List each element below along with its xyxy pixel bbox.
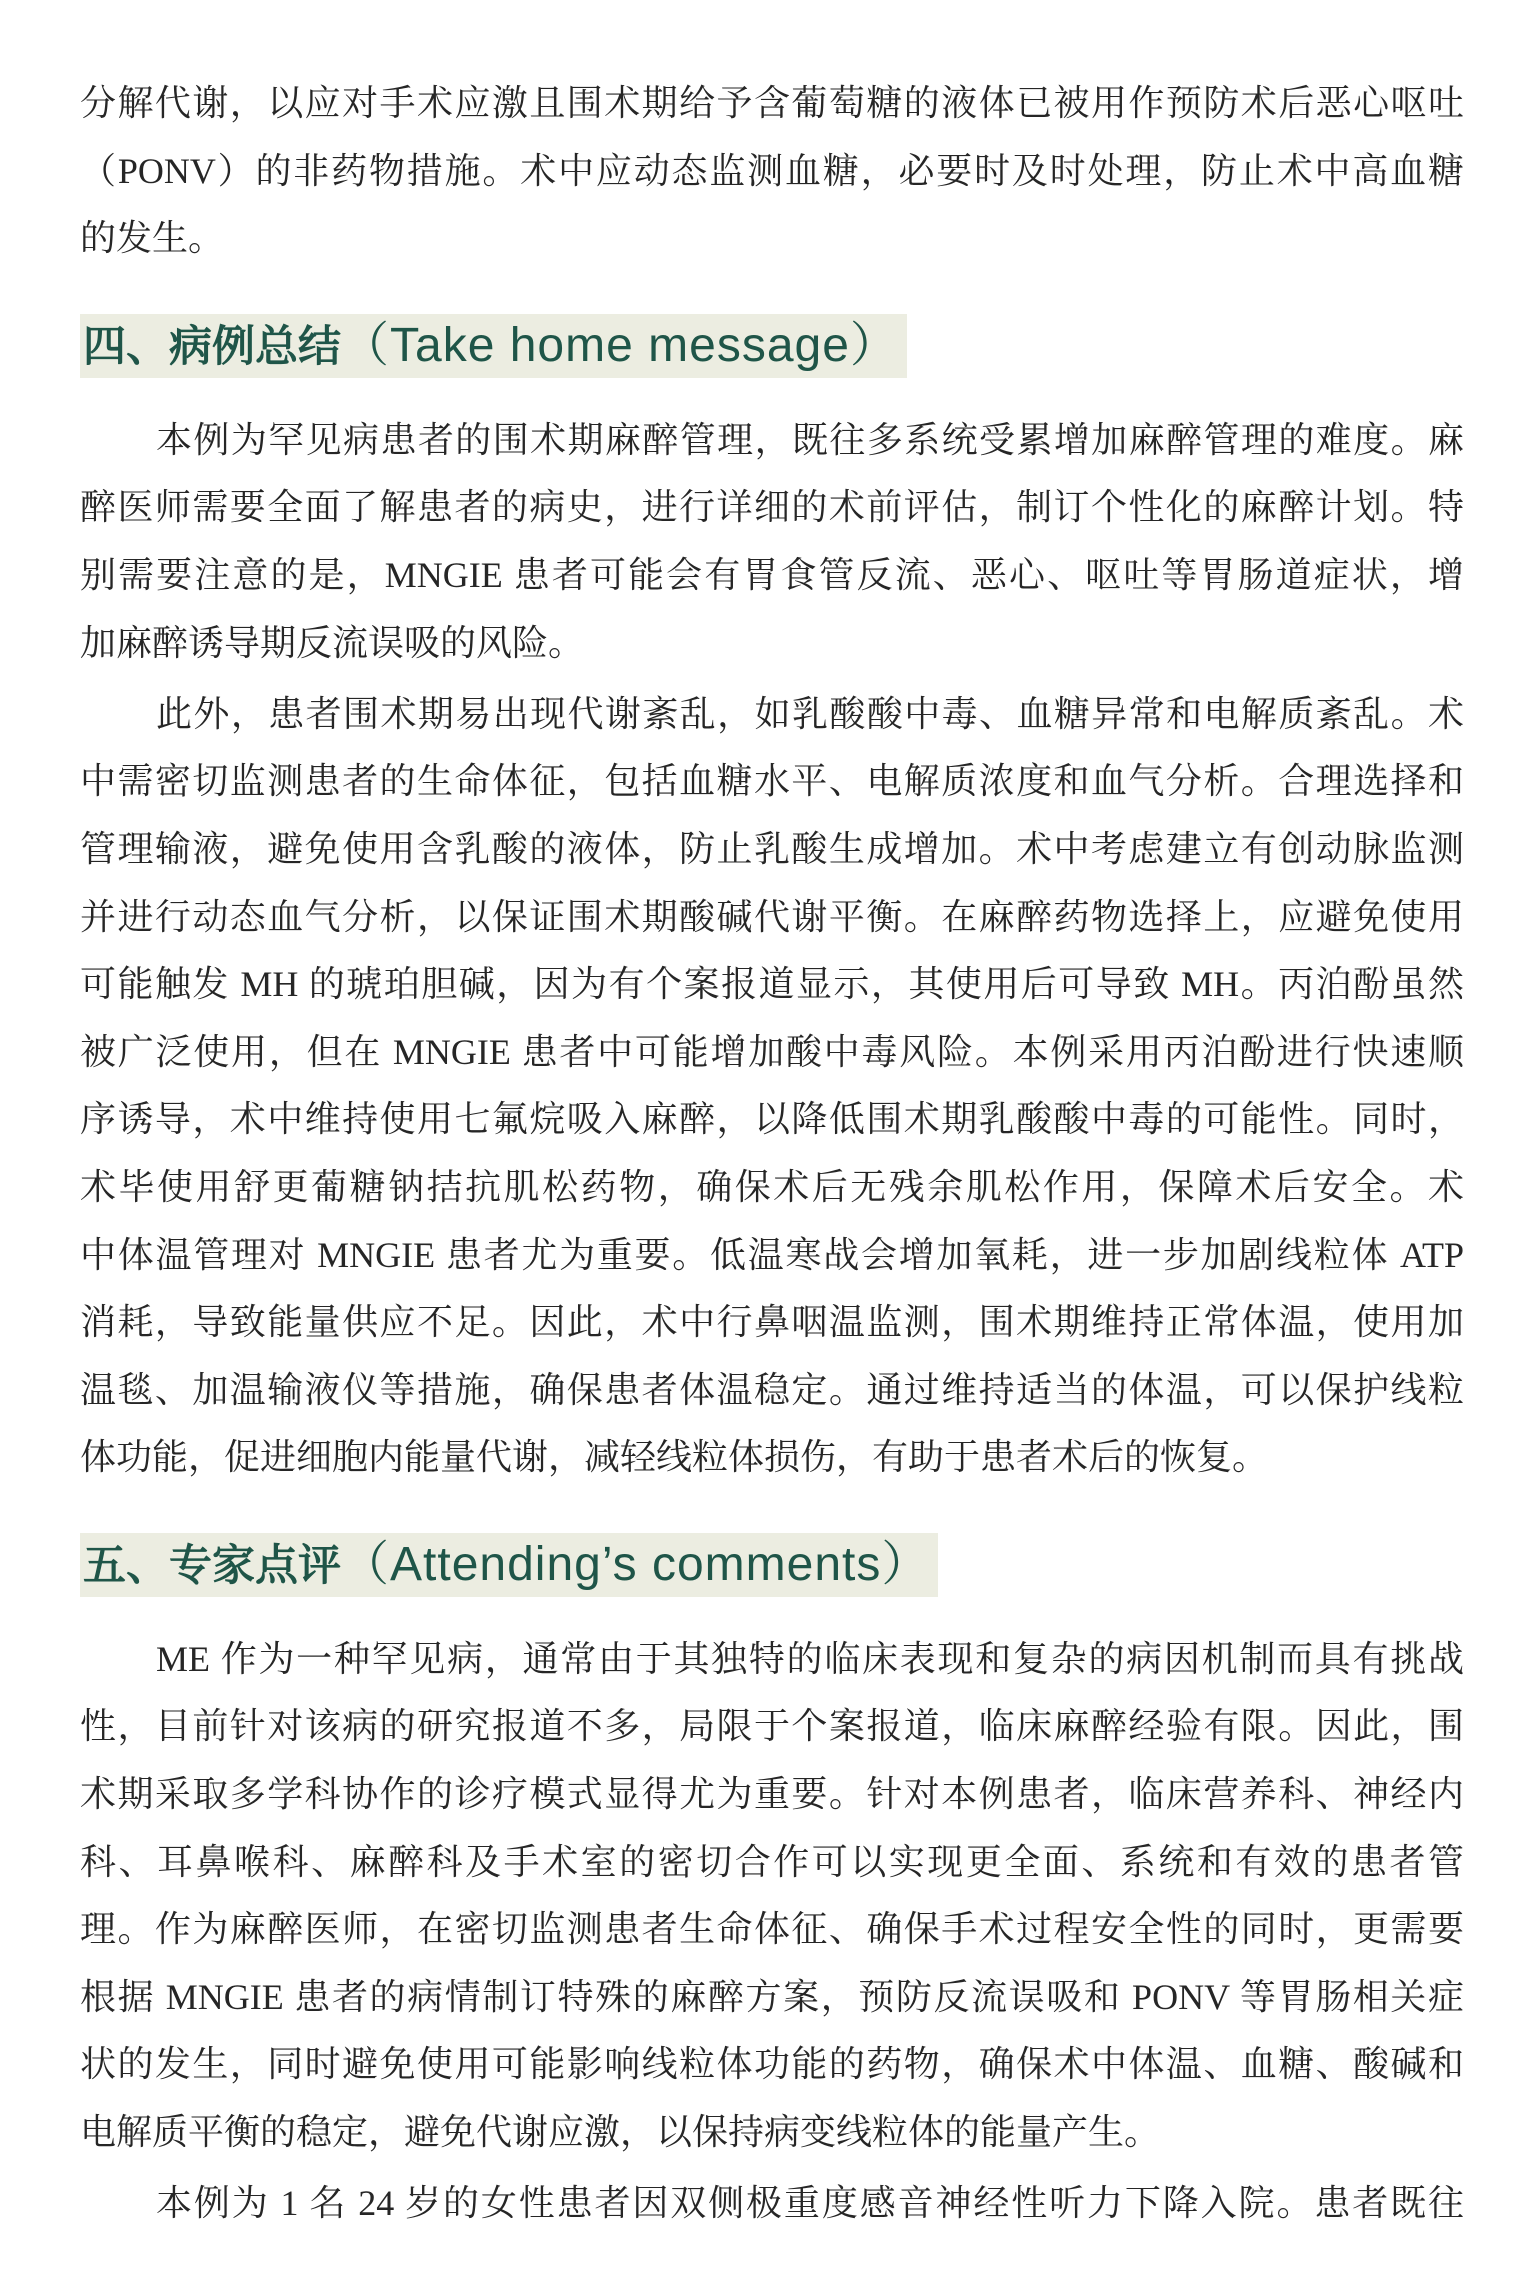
text-line: 别需要注意的是，MNGIE 患者可能会有胃食管反流、恶心、呕吐等胃肠道症状，增 [80, 554, 1464, 595]
section-title-en: （Take home message） [341, 318, 899, 372]
text-line: 管理输液，避免使用含乳酸的液体，防止乳酸生成增加。术中考虑建立有创动脉监测 [80, 828, 1464, 869]
text-line: 醉医师需要全面了解患者的病史，进行详细的术前评估，制订个性化的麻醉计划。特 [80, 487, 1464, 528]
text-line: 电解质平衡的稳定，避免代谢应激，以保持病变线粒体的能量产生。 [80, 2112, 1161, 2153]
text-line: 温毯、加温输液仪等措施，确保患者体温稳定。通过维持适当的体温，可以保护线粒 [80, 1369, 1464, 1410]
text-line: 加麻醉诱导期反流误吸的风险。 [80, 622, 585, 663]
page-content [80, 70, 1464, 2238]
text-line: 被广泛使用，但在 MNGIE 患者中可能增加酸中毒风险。本例采用丙泊酚进行快速顺 [80, 1031, 1464, 1072]
paragraph [80, 1626, 1464, 2167]
section-heading-expert-comments [80, 1533, 1464, 1597]
text-line: 根据 MNGIE 患者的病情制订特殊的麻醉方案，预防反流误吸和 PONV 等胃肠相关症 [80, 1976, 1464, 2017]
section-title-cn: 四、病例总结 [83, 322, 341, 371]
text-line: 术毕使用舒更葡糖钠拮抗肌松药物，确保术后无残余肌松作用，保障术后安全。术 [80, 1166, 1464, 1207]
heading-highlight [80, 1533, 938, 1597]
paragraph [80, 681, 1464, 1492]
text-line: 本例为罕见病患者的围术期麻醉管理，既往多系统受累增加麻醉管理的难度。麻 [156, 419, 1464, 460]
text-line: 术期采取多学科协作的诊疗模式显得尤为重要。针对本例患者，临床营养科、神经内 [80, 1774, 1464, 1815]
text-line: 此外，患者围术期易出现代谢紊乱，如乳酸酸中毒、血糖异常和电解质紊乱。术 [156, 693, 1464, 734]
text-line: 本例为 1 名 24 岁的女性患者因双侧极重度感音神经性听力下降入院。患者既往 [156, 2183, 1464, 2224]
section-title-en: （Attending’s comments） [341, 1537, 931, 1591]
text-line: （PONV）的非药物措施。术中应动态监测血糖，必要时及时处理，防止术中高血糖 [80, 150, 1464, 191]
text-line: 体功能，促进细胞内能量代谢，减轻线粒体损伤，有助于患者术后的恢复。 [80, 1437, 1269, 1478]
text-line: 的发生。 [80, 218, 225, 259]
text-line: 中体温管理对 MNGIE 患者尤为重要。低温寒战会增加氧耗，进一步加剧线粒体 ATP [80, 1234, 1464, 1275]
paragraph [80, 407, 1464, 677]
paragraph-continued [80, 70, 1464, 273]
text-line: 并进行动态血气分析，以保证围术期酸碱代谢平衡。在麻醉药物选择上，应避免使用 [80, 896, 1464, 937]
text-line: 科、耳鼻喉科、麻醉科及手术室的密切合作可以实现更全面、系统和有效的患者管 [80, 1841, 1464, 1882]
section-title-cn: 五、专家点评 [83, 1541, 341, 1590]
text-line: 中需密切监测患者的生命体征，包括血糖水平、电解质浓度和血气分析。合理选择和 [80, 761, 1464, 802]
text-line: 序诱导，术中维持使用七氟烷吸入麻醉，以降低围术期乳酸酸中毒的可能性。同时， [80, 1099, 1464, 1140]
text-line: 性，目前针对该病的研究报道不多，局限于个案报道，临床麻醉经验有限。因此，围 [80, 1706, 1464, 1747]
text-line: 理。作为麻醉医师，在密切监测患者生命体征、确保手术过程安全性的同时，更需要 [80, 1909, 1464, 1950]
text-line: 状的发生，同时避免使用可能影响线粒体功能的药物，确保术中体温、血糖、酸碱和 [80, 2044, 1464, 2085]
text-line: 可能触发 MH 的琥珀胆碱，因为有个案报道显示，其使用后可导致 MH。丙泊酚虽然 [80, 964, 1464, 1005]
text-line: ME 作为一种罕见病，通常由于其独特的临床表现和复杂的病因机制而具有挑战 [156, 1638, 1464, 1679]
heading-highlight [80, 314, 907, 378]
paragraph [80, 2170, 1464, 2238]
text-line: 分解代谢，以应对手术应激且围术期给予含葡萄糖的液体已被用作预防术后恶心呕吐 [80, 83, 1464, 123]
section-heading-case-summary [80, 314, 1464, 378]
text-line: 消耗，导致能量供应不足。因此，术中行鼻咽温监测，围术期维持正常体温，使用加 [80, 1302, 1464, 1343]
